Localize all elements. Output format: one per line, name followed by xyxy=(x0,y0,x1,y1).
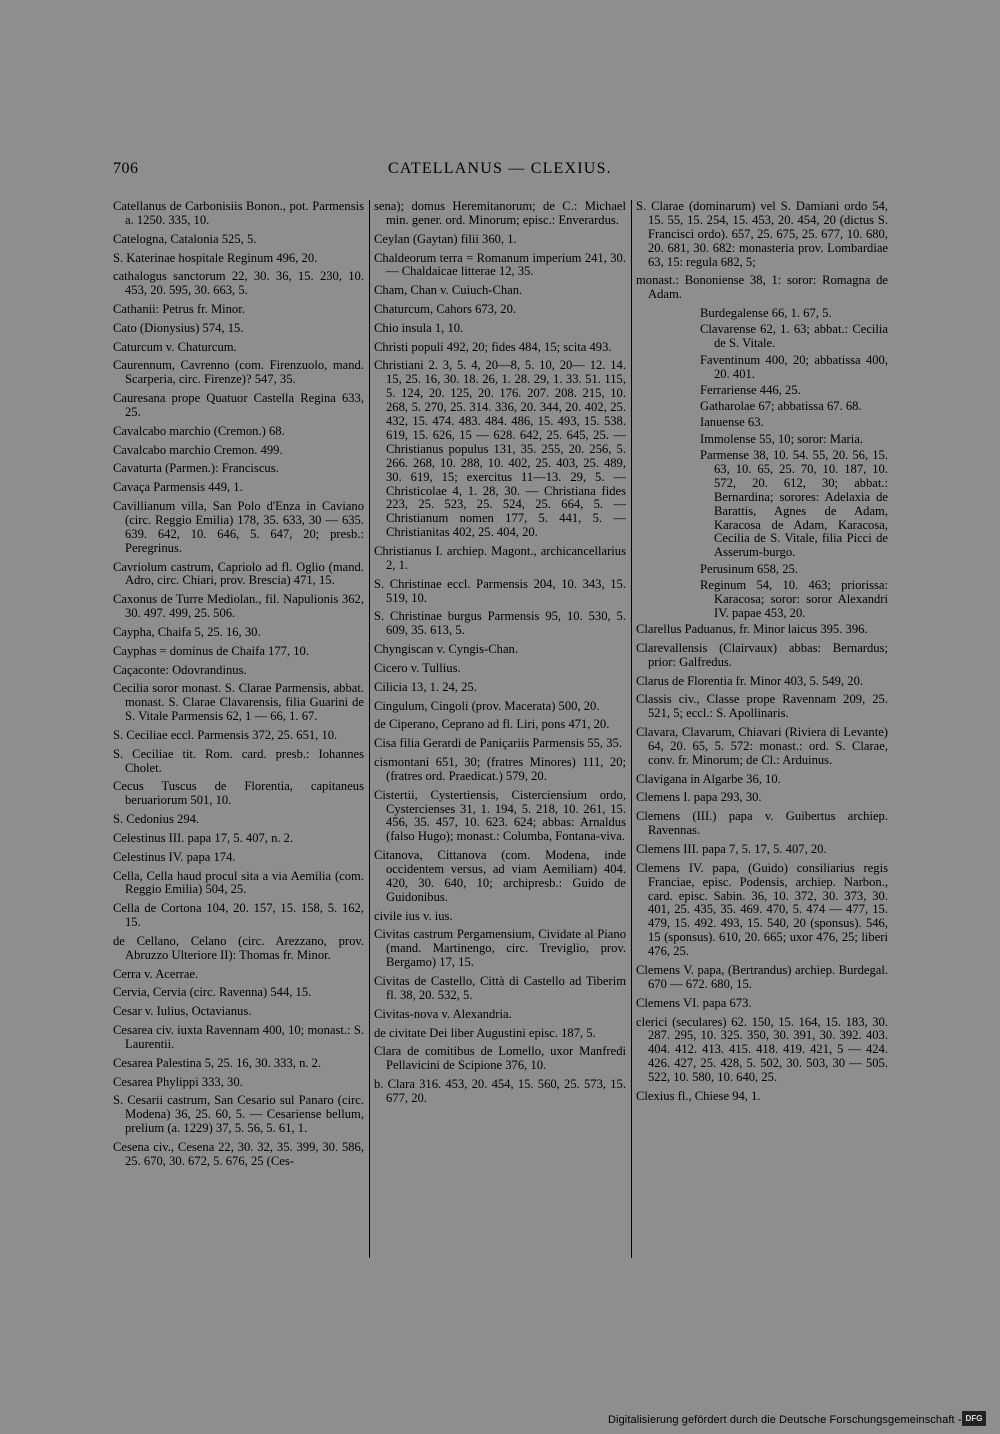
index-entry: Clavara, Clavarum, Chiavari (Riviera di Levante) 64, 20. 65, 5. 572: monast.: ord. S. Clarae, conv. fr. Minorum; de Cl.: Arduinus. xyxy=(636,725,888,767)
index-entry: Chaturcum, Cahors 673, 20. xyxy=(374,302,517,316)
index-entry: Cecus Tuscus de Florentia, capitaneus beruariorum 501, 10. xyxy=(113,779,364,808)
index-entry: Cesarea civ. iuxta Ravennam 400, 10; monast.: S. Laurentii. xyxy=(113,1023,364,1051)
index-entry: Clavigana in Algarbe 36, 10. xyxy=(636,771,781,786)
index-entry: Caturcum v. Chaturcum. xyxy=(113,339,237,354)
index-entry: Ceylan (Gaytan) filii 360, 1. xyxy=(374,231,517,246)
index-entry: Clarevallensis (Clairvaux) abbas: Bernardus; prior: Galfredus. xyxy=(636,640,888,669)
index-entry: Citanova, Cittanova (com. Modena, inde occidentem versus, ad viam Aemiliam) 404. 420, 30. 640, 10; archipresb.: Guido de Guidonibus. xyxy=(374,848,626,904)
index-entry: Cella, Cella haud procul sita a via Aemilia (com. Reggio Emilia) 504, 25. xyxy=(113,868,364,897)
index-entry: civile ius v. ius. xyxy=(374,908,453,923)
index-entry: Clemens I. papa 293, 30. xyxy=(636,790,762,805)
index-entry: Civitas castrum Pergamensium, Cividate al Piano (mand. Martinengo, circ. Treviglio, prov. Bergamo) 17, 15. xyxy=(374,927,626,970)
index-entry: Caypha, Chaifa 5, 25. 16, 30. xyxy=(113,624,261,639)
index-entry: Clarus de Florentia fr. Minor 403, 5. 549, 20. xyxy=(636,673,864,688)
index-entry: Cesarea Palestina 5, 25. 16, 30. 333, n. 2. xyxy=(113,1055,322,1070)
index-entry: Clemens VI. papa 673. xyxy=(636,995,752,1010)
index-entry: Cavalcabo marchio Cremon. 499. xyxy=(113,442,283,457)
index-entry: Cella de Cortona 104, 20. 157, 15. 158, 5. 162, 15. xyxy=(113,901,364,930)
index-entry: Cingulum, Cingoli (prov. Macerata) 500, 20. xyxy=(374,698,600,713)
index-entry: Civitas-nova v. Alexandria. xyxy=(374,1006,512,1021)
index-entry: Cistertii, Cystertiensis, Cisterciensium ordo, Cystercienses 31, 1. 194, 5. 218, 10. 261, 15. 456, 35. 457, 10. 623. 624; abbas: Arnaldus (falso Hugo); monast.: Columba, Fontana-viva. xyxy=(374,787,626,844)
index-entry: Celestinus III. papa 17, 5. 407, n. 2. xyxy=(113,830,294,845)
page-number: 706 xyxy=(113,160,139,177)
index-entry: Clara de comitibus de Lomello, uxor Manfredi Pellavicini de Scipione 376, 10. xyxy=(374,1044,626,1073)
index-entry: Cerra v. Acerrae. xyxy=(113,966,199,981)
index-entry: S. Cesarii castrum, San Cesario sul Panaro (circ. Modena) 36, 25. 60, 5. — Cesariense bellum, prelium (a. 1229) 37, 5. 56, 5. 61, 1. xyxy=(113,1093,364,1136)
column-divider-right xyxy=(631,200,632,1258)
index-entry: de Ciperano, Ceprano ad fl. Liri, pons 471, 20. xyxy=(374,717,610,732)
index-entry: Parmense 38, 10. 54. 55, 20. 56, 15. 63, 10. 65, 25. 70, 10. 187, 10. 572, 20. 612, 30; abbat.: Bernardina; sorores: Adelaxia de Barattis, Agnes de Adam, Karacosa de Adam, Karacosa, Cecilia de S. Vitale, filia Picci de Asserum-burgo. xyxy=(700,448,888,560)
index-entry: Cavalcabo marchio (Cremon.) 68. xyxy=(113,423,285,438)
index-entry: monast.: Bononiense 38, 1: soror: Romagna de Adam. xyxy=(636,273,888,302)
index-entry: Clemens (III.) papa v. Guibertus archiep. Ravennas. xyxy=(636,809,888,838)
index-entry: Cilicia 13, 1. 24, 25. xyxy=(374,679,477,694)
index-entry: Clavarense 62, 1. 63; abbat.: Cecilia de S. Vitale. xyxy=(700,322,888,351)
index-entry: Cathanii: Petrus fr. Minor. xyxy=(113,302,245,316)
index-entry: b. Clara 316. 453, 20. 454, 15. 560, 25. 573, 15. 677, 20. xyxy=(374,1077,626,1105)
index-entry: S. Christinae burgus Parmensis 95, 10. 530, 5. 609, 35. 613, 5. xyxy=(374,609,626,638)
index-entry: Perusinum 658, 25. xyxy=(700,561,798,576)
index-column-2 xyxy=(374,200,626,1111)
index-entry: S. Ceciliae eccl. Parmensis 372, 25. 651, 10. xyxy=(113,727,338,742)
index-entry: de Cellano, Celano (circ. Arezzano, prov. Abruzzo Ulteriore II): Thomas fr. Minor. xyxy=(113,933,364,962)
index-entry: clerici (seculares) 62. 150, 15. 164, 15. 183, 30. 287. 295, 10. 325. 350, 30. 391, 30. 392. 403. 404. 412. 413. 415. 418. 419. 421, 5 — 424. 426. 427, 25. 428, 5. 502, 30. 503, 30 — 505. 522, 10. 580, 10. 640, 25. xyxy=(636,1014,888,1085)
index-entry: Clarellus Paduanus, fr. Minor laicus 395. 396. xyxy=(636,622,868,637)
index-entry: Burdegalense 66, 1. 67, 5. xyxy=(700,306,832,321)
index-entry: Chyngiscan v. Cyngis-Chan. xyxy=(374,642,519,657)
index-entry: Cesar v. Iulius, Octavianus. xyxy=(113,1004,252,1019)
index-entry: Cervia, Cervia (circ. Ravenna) 544, 15. xyxy=(113,985,312,1000)
index-entry: Chaldeorum terra = Romanum imperium 241, 30. — Chaldaicae litterae 12, 35. xyxy=(374,250,626,279)
running-title: CATELLANUS — CLEXIUS. xyxy=(388,160,612,177)
column-divider-left xyxy=(369,200,370,1258)
index-entry: Clemens IV. papa, (Guido) consiliarius regis Franciae, episc. Podensis, archiep. Narbon., card. episc. Sabin. 36, 10. 372, 30. 373, 30. 401, 25. 435, 35. 469. 470, 5. 474 — 477, 15. 479, 15. 492. 493, 15. 540, 20 (sponsus). 546, 15 (sponsus). 610, 20. 665; uxor 476, 25; liberi 476, 25. xyxy=(636,860,888,959)
index-entry: Catelogna, Catalonia 525, 5. xyxy=(113,231,257,246)
index-entry: S. Clarae (dominarum) vel S. Damiani ordo 54, 15. 55, 15. 254, 15. 453, 20. 454, 20 (dictus S. Francisci ordo). 657, 25. 675, 25. 677, 10. 680, 20. 681, 30. 682: monasteria prov. Lombardiae 63, 15: regula 682, 5; xyxy=(636,199,888,269)
index-entry: Reginum 54, 10. 463; priorissa: Karacosa; soror: soror Alexandri IV. papae 453, 20. xyxy=(700,577,888,620)
index-entry: Caxonus de Turre Mediolan., fil. Napulionis 362, 30. 497. 499, 25. 506. xyxy=(113,592,364,621)
index-entry: Celestinus IV. papa 174. xyxy=(113,849,236,864)
index-entry: cathalogus sanctorum 22, 30. 36, 15. 230, 10. 453, 20. 595, 30. 663, 5. xyxy=(113,269,364,298)
index-entry: Cecilia soror monast. S. Clarae Parmensis, abbat. monast. S. Clarae Clavarensis, filia Guarini de S. Vitale Parmensis 62, 1 — 66, 1. 67. xyxy=(113,681,364,724)
index-entry: sena); domus Heremitanorum; de C.: Michael min. gener. ord. Minorum; episc.: Enverardus. xyxy=(374,199,626,227)
index-entry: Caurennum, Cavrenno (com. Firenzuolo, mand. Scarperia, circ. Firenze)? 547, 35. xyxy=(113,358,364,387)
index-entry: Cicero v. Tullius. xyxy=(374,660,461,675)
index-column-3 xyxy=(636,200,888,1109)
index-entry: Cavillianum villa, San Polo d'Enza in Caviano (circ. Reggio Emilia) 178, 35. 633, 30 — 635. 639. 642, 10. 646, 5. 647, 20; presb.: Peregrinus. xyxy=(113,498,364,555)
index-entry: Immolense 55, 10; soror: Maria. xyxy=(700,431,863,446)
index-entry: Ferrariense 446, 25. xyxy=(700,382,801,397)
dfg-logo: DFG xyxy=(962,1411,986,1426)
index-entry: Cato (Dionysius) 574, 15. xyxy=(113,320,244,335)
index-entry: Catellanus de Carbonisiis Bonon., pot. Parmensis a. 1250. 335, 10. xyxy=(113,199,364,227)
index-entry: Cauresana prope Quatuor Castella Regina 633, 25. xyxy=(113,391,364,419)
index-entry: Chio insula 1, 10. xyxy=(374,320,464,335)
index-entry: Cavaça Parmensis 449, 1. xyxy=(113,480,243,495)
index-entry: Cayphas = dominus de Chaifa 177, 10. xyxy=(113,643,309,658)
index-entry: Christianus I. archiep. Magont., archicancellarius 2, 1. xyxy=(374,544,626,572)
index-entry: Christiani 2. 3, 5. 4, 20—8, 5. 10, 20— 12. 14. 15, 25. 16, 30. 18. 26, 1. 28. 29, 1. 33. 51. 115, 5. 124, 20. 125, 20. 176. 207. 208. 215, 10. 268, 5. 270, 25. 314. 336, 20. 344, 20. 402, 25. 432, 15. 474. 483. 484. 486, 15. 493, 15. 538. 619, 15. 626, 15 — 628. 642, 25. 645, 25. — Christianus populus 131, 35. 255, 20. 256, 5. 266. 268, 10. 288, 10. 402, 25. 403, 25. 489, 30. 619, 15; exercitus 11—13. 29, 5. — Christicolae 4, 1. 28, 30. — Christiana fides 223, 25. 523, 25. 524, 25. 664, 5. — Christianum nomen 177, 5. 441, 5. — Christianitas 402, 25. 404, 20. xyxy=(374,358,626,540)
index-column-1 xyxy=(113,200,364,1174)
index-entry: Caçaconte: Odovrandinus. xyxy=(113,662,247,677)
index-entry: Cesena civ., Cesena 22, 30. 32, 35. 399, 30. 586, 25. 670, 30. 672, 5. 676, 25 (Ces- xyxy=(113,1139,364,1168)
index-entry: Clemens III. papa 7, 5. 17, 5. 407, 20. xyxy=(636,841,827,856)
index-entry: Classis civ., Classe prope Ravennam 209, 25. 521, 5; eccl.: S. Apollinaris. xyxy=(636,692,888,721)
index-entry: Gatharolae 67; abbatissa 67. 68. xyxy=(700,399,862,414)
index-entry: Clemens V. papa, (Bertrandus) archiep. Burdegal. 670 — 672. 680, 15. xyxy=(636,963,888,991)
index-entry: Clexius fl., Chiese 94, 1. xyxy=(636,1088,761,1103)
index-entry: cismontani 651, 30; (fratres Minores) 111, 20; (fratres ord. Praedicat.) 579, 20. xyxy=(374,754,626,783)
index-entry: S. Katerinae hospitale Reginum 496, 20. xyxy=(113,250,318,265)
index-entry: Faventinum 400, 20; abbatissa 400, 20. 401. xyxy=(700,352,888,381)
index-entry: Civitas de Castello, Città di Castello ad Tiberim fl. 38, 20. 532, 5. xyxy=(374,974,626,1002)
index-entry: Cisa filia Gerardi de Paniçariis Parmensis 55, 35. xyxy=(374,736,622,751)
index-entry: de civitate Dei liber Augustini episc. 187, 5. xyxy=(374,1025,596,1040)
index-entry: Cavriolum castrum, Capriolo ad fl. Oglio (mand. Adro, circ. Chiari, prov. Brescia) 471, 15. xyxy=(113,559,364,588)
index-entry: Cham, Chan v. Cuiuch-Chan. xyxy=(374,283,523,298)
index-entry: S. Christinae eccl. Parmensis 204, 10. 343, 15. 519, 10. xyxy=(374,576,626,605)
index-entry: Ianuense 63. xyxy=(700,415,764,430)
index-entry: Cesarea Phylippi 333, 30. xyxy=(113,1074,243,1089)
index-entry: Christi populi 492, 20; fides 484, 15; scita 493. xyxy=(374,339,612,354)
index-entry: S. Ceciliae tit. Rom. card. presb.: Iohannes Cholet. xyxy=(113,746,364,775)
funding-footer: Digitalisierung gefördert durch die Deutsche Forschungsgemeinschaft - xyxy=(608,1414,962,1426)
index-entry: Cavaturta (Parmen.): Franciscus. xyxy=(113,461,279,476)
index-entry: S. Cedonius 294. xyxy=(113,812,200,827)
